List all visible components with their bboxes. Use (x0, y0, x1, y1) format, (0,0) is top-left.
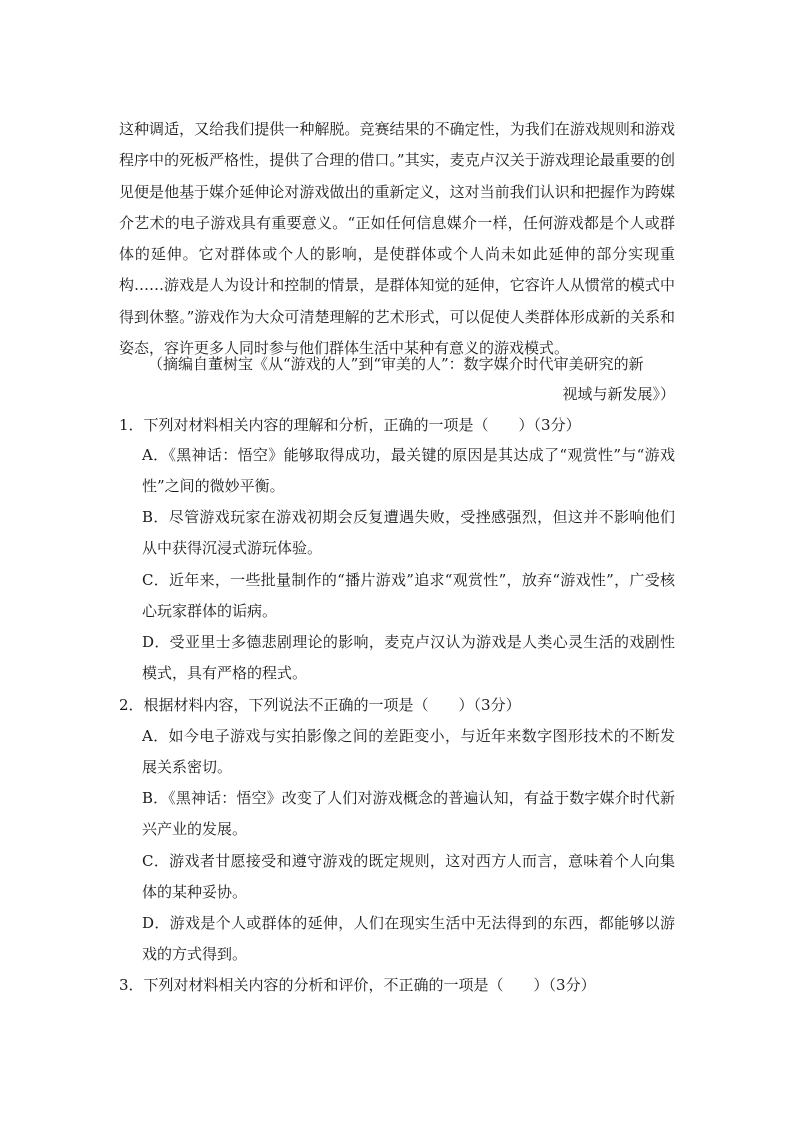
passage-source (148, 349, 675, 409)
question-1-option-a: A．《黑神话：悟空》能够取得成功，最关键的原因是其达成了“观赏性”与“游戏性”之间的微妙平衡。 (142, 446, 675, 495)
passage-text: 这种调适，又给我们提供一种解脱。竞赛结果的不确定性，为我们在游戏规则和游戏程序中的死板严格性，提供了合理的借口。”其实，麦克卢汉关于游戏理论最重要的创见便是他基于媒介延伸论对游戏做出的重新定义，这对当前我们认识和把握作为跨媒介艺术的电子游戏具有重要意义。“正如任何信息媒介一样，任何游戏都是个人或群体的延伸。它对群体或个人的影响，是使群体或个人尚未如此延伸的部分实现重构……游戏是人为设计和控制的情景，是群体知觉的延伸，它容许人从惯常的模式中得到休整。”游戏作为大众可清楚理解的艺术形式，可以促使人类群体形成新的关系和姿态，容许更多人同时参与他们群体生活中某种有意义的游戏模式。 (119, 120, 675, 358)
passage-paragraph (119, 114, 675, 364)
source-line-1: （摘编自董树宝《从“游戏的人”到“审美的人”：数字媒介时代审美研究的新 (148, 355, 644, 373)
question-2-option-c: C．游戏者甘愿接受和遵守游戏的既定规则，这对西方人而言，意味着个人向集体的某种妥协。 (142, 852, 675, 901)
question-3-stem: 3．下列对材料相关内容的分析和评价，不正确的一项是（ ）（3分） (119, 976, 596, 994)
question-2-option-a: A．如今电子游戏与实拍影像之间的差距变小，与近年来数字图形技术的不断发展关系密切。 (142, 727, 675, 776)
question-1-stem: 1．下列对材料相关内容的理解和分析，正确的一项是（ ）（3分） (119, 416, 581, 434)
source-line-2: 视域与新发展》） (562, 385, 675, 403)
question-1-option-b: B．尽管游戏玩家在游戏初期会反复遭遇失败，受挫感强烈，但这并不影响他们从中获得沉浸式游玩体验。 (142, 508, 675, 557)
question-2-option-b: B．《黑神话：悟空》改变了人们对游戏概念的普遍认知，有益于数字媒介时代新兴产业的发展。 (142, 789, 675, 838)
question-2-option-d: D．游戏是个人或群体的延伸，人们在现实生活中无法得到的东西，都能够以游戏的方式得到。 (142, 914, 675, 963)
question-1-option-d: D．受亚里士多德悲剧理论的影响，麦克卢汉认为游戏是人类心灵生活的戏剧性模式，具有严格的程式。 (142, 633, 675, 682)
question-2-stem: 2．根据材料内容，下列说法不正确的一项是（ ）（3分） (119, 696, 521, 714)
question-1-option-c: C．近年来，一些批量制作的“播片游戏”追求“观赏性”，放弃“游戏性”，广受核心玩家群体的诟病。 (142, 571, 675, 620)
